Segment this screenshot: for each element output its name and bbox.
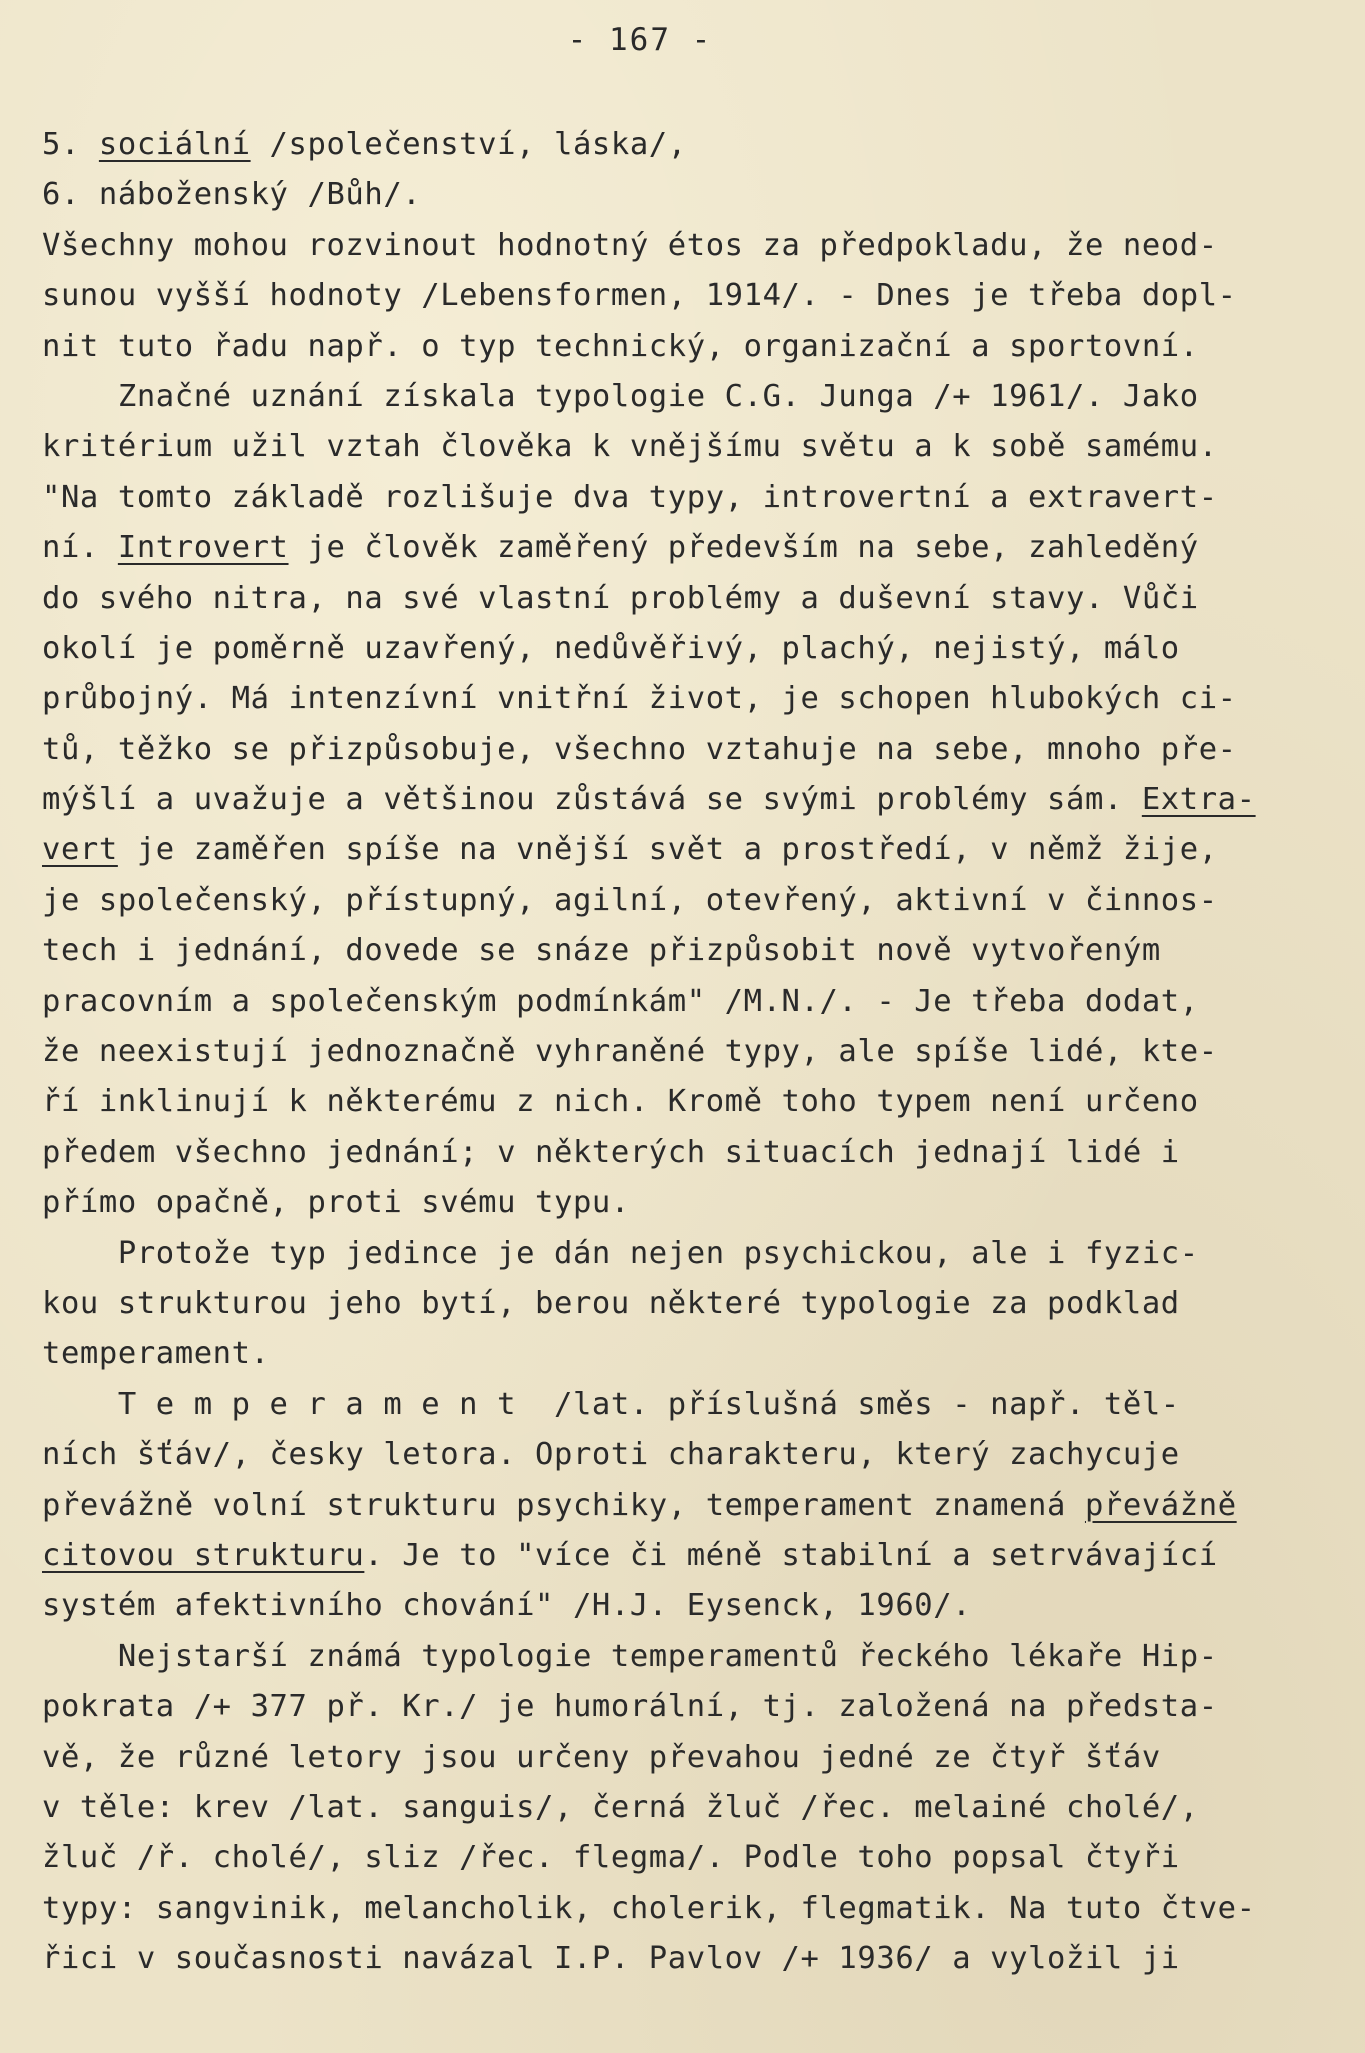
- text-line: [42, 1833, 1332, 1883]
- text-line: [42, 1783, 1332, 1833]
- text-line: [42, 1581, 1332, 1631]
- text-segment: . Je to "více či méně stabilní a setrvávající: [364, 1537, 1218, 1573]
- text-line: [42, 1884, 1332, 1934]
- text-segment: typy: sangvinik, melancholik, cholerik, flegmatik. Na tuto čtve-: [42, 1890, 1256, 1926]
- text-line: [42, 1632, 1332, 1682]
- text-segment: přímo opačně, proti svému typu.: [42, 1185, 630, 1221]
- text-segment: je společenský, přístupný, agilní, otevřený, aktivní v činnos-: [42, 882, 1218, 918]
- text-segment: ní.: [42, 530, 118, 566]
- text-segment: průbojný. Má intenzívní vnitřní život, je schopen hlubokých ci-: [42, 681, 1237, 717]
- text-segment: systém afektivního chování" /H.J. Eysenck, 1960/.: [42, 1588, 972, 1624]
- text-segment: kou strukturou jeho bytí, berou některé typologie za podklad: [42, 1285, 1180, 1321]
- text-line: [42, 1934, 1332, 1984]
- text-line: [42, 271, 1332, 321]
- page-number: - 167 -: [567, 22, 713, 58]
- text-line: [42, 372, 1332, 422]
- text-line: [42, 1733, 1332, 1783]
- underlined-term: Introvert: [117, 530, 289, 566]
- text-segment: je zaměřen spíše na vnější svět a prostředí, v němž žije,: [117, 832, 1218, 868]
- text-segment: do svého nitra, na své vlastní problémy a duševní stavy. Vůči: [42, 580, 1199, 616]
- text-segment: pracovním a společenským podmínkám" /M.N./. - Je třeba dodat,: [42, 983, 1199, 1019]
- text-segment: Nejstarší známá typologie temperamentů řeckého lékaře Hip-: [42, 1638, 1218, 1674]
- text-line: [42, 1380, 1332, 1430]
- text-line: [42, 1329, 1332, 1379]
- text-segment: převážně volní strukturu psychiky, temperament znamená: [42, 1487, 1085, 1523]
- text-segment: Protože typ jedince je dán nejen psychickou, ale i fyzic-: [42, 1235, 1199, 1271]
- text-segment: /společenství, láska/,: [250, 127, 687, 162]
- text-line: [42, 574, 1332, 624]
- text-line: [42, 1531, 1332, 1581]
- underlined-term: citovou strukturu: [42, 1537, 365, 1573]
- text-segment: žluč /ř. cholé/, sliz /řec. flegma/. Podle toho popsal čtyři: [42, 1840, 1180, 1876]
- text-segment: sunou vyšší hodnoty /Lebensformen, 1914/. - Dnes je třeba dopl-: [42, 278, 1237, 314]
- underlined-term: sociální: [98, 127, 251, 162]
- text-line: [42, 473, 1332, 523]
- text-line: [42, 1077, 1332, 1127]
- text-segment: 5.: [42, 127, 99, 162]
- text-segment: v těle: krev /lat. sanguis/, černá žluč /řec. melainé cholé/,: [42, 1789, 1199, 1825]
- text-line: [42, 775, 1332, 825]
- underlined-term: Extra-: [1141, 782, 1256, 818]
- text-segment: 6. náboženský /Bůh/.: [42, 177, 422, 213]
- text-line: [42, 120, 1332, 170]
- text-segment: tů, těžko se přizpůsobuje, všechno vztahuje na sebe, mnoho pře-: [42, 731, 1237, 767]
- text-segment: okolí je poměrně uzavřený, nedůvěřivý, plachý, nejistý, málo: [42, 630, 1180, 666]
- text-segment: ních šťáv/, česky letora. Oproti charakteru, který zachycuje: [42, 1437, 1180, 1473]
- text-line: [42, 1481, 1332, 1531]
- text-line: [42, 926, 1332, 976]
- text-line: [42, 322, 1332, 372]
- text-line: [42, 876, 1332, 926]
- text-segment: řici v současnosti navázal I.P. Pavlov /+ 1936/ a vyložil ji: [42, 1941, 1180, 1977]
- text-line: [42, 725, 1332, 775]
- text-segment: kritérium užil vztah člověka k vnějšímu světu a k sobě samému.: [42, 429, 1218, 465]
- text-segment: vě, že různé letory jsou určeny převahou jedné ze čtyř šťáv: [42, 1739, 1161, 1775]
- text-line: [42, 221, 1332, 271]
- text-segment: mýšlí a uvažuje a většinou zůstává se svými problémy sám.: [42, 782, 1142, 818]
- text-segment: "Na tomto základě rozlišuje dva typy, introvertní a extravert-: [42, 479, 1218, 515]
- text-segment: Všechny mohou rozvinout hodnotný étos za předpokladu, že neod-: [42, 227, 1218, 263]
- text-segment: Značné uznání získala typologie C.G. Junga /+ 1961/. Jako: [42, 378, 1199, 414]
- text-segment: že neexistují jednoznačně vyhraněné typy, ale spíše lidé, kte-: [42, 1034, 1218, 1070]
- text-segment: T e m p e r a m e n t /lat. příslušná směs - např. těl-: [42, 1386, 1180, 1422]
- text-line: [42, 1279, 1332, 1329]
- text-segment: temperament.: [42, 1336, 270, 1372]
- text-line: [42, 1027, 1332, 1077]
- text-line: [42, 170, 1332, 220]
- text-line: [42, 1682, 1332, 1732]
- text-segment: pokrata /+ 377 př. Kr./ je humorální, tj. založená na předsta-: [42, 1689, 1218, 1725]
- text-line: [42, 674, 1332, 724]
- text-line: [42, 523, 1332, 573]
- text-line: [42, 977, 1332, 1027]
- text-segment: ří inklinují k některému z nich. Kromě toho typem není určeno: [42, 1084, 1199, 1120]
- text-line: [42, 1430, 1332, 1480]
- underlined-term: vert: [42, 832, 118, 868]
- text-line: [42, 1178, 1332, 1228]
- text-line: [42, 825, 1332, 875]
- underlined-term: převážně: [1084, 1487, 1237, 1523]
- text-segment: tech i jednání, dovede se snáze přizpůsobit nově vytvořeným: [42, 933, 1161, 969]
- body-text: [42, 120, 1332, 1984]
- text-segment: předem všechno jednání; v některých situacích jednají lidé i: [42, 1134, 1180, 1170]
- text-line: [42, 624, 1332, 674]
- text-line: [42, 1229, 1332, 1279]
- text-line: [42, 1128, 1332, 1178]
- text-segment: je člověk zaměřený především na sebe, zahleděný: [288, 530, 1199, 566]
- text-line: [42, 422, 1332, 472]
- text-segment: nit tuto řadu např. o typ technický, organizační a sportovní.: [42, 328, 1199, 364]
